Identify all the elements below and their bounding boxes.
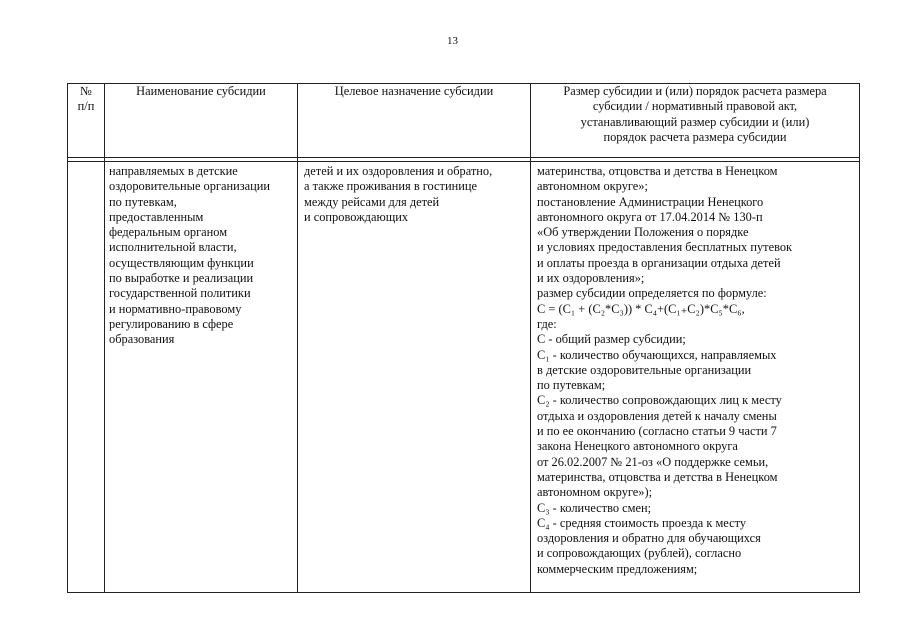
purpose-text-line: между рейсами для детей <box>304 194 440 209</box>
name-text-line: государственной политики <box>109 286 251 301</box>
size-text-line: по путевкам; <box>537 378 606 393</box>
name-text-line: направляемых в детские <box>109 164 238 178</box>
size-text-line: отдыха и оздоровления детей к началу смены <box>537 408 777 423</box>
size-text-line: и оплаты проезда в организации отдыха детей <box>537 255 781 270</box>
row-number-cell <box>68 162 105 593</box>
size-text-line: С - общий размер субсидии; <box>537 332 686 347</box>
name-text-line: федеральным органом <box>109 225 228 240</box>
header-subsidy-name-text: Наименование субсидии <box>136 84 266 98</box>
size-text-line: постановление Администрации Ненецкого <box>537 194 764 209</box>
size-text-line: С₁ - количество обучающихся, направляемых <box>537 347 777 362</box>
size-text-line: автономном округе»); <box>537 485 653 500</box>
subsidy-size-text <box>531 162 859 577</box>
name-text-line: образования <box>109 332 175 347</box>
size-text-line: С₄ - средняя стоимость проезда к месту <box>537 515 747 530</box>
name-text-line: осуществляющим функции <box>109 255 254 270</box>
size-text-line: размер субсидии определяется по формуле: <box>537 286 767 301</box>
size-text-line: и условиях предоставления бесплатных путевок <box>537 240 793 255</box>
size-text-line: коммерческим предложениям; <box>537 561 698 576</box>
name-text-line: оздоровительные организации <box>109 179 271 194</box>
size-text-line: материнства, отцовства и детства в Ненецком <box>537 164 778 178</box>
header-size-line-2: субсидии / нормативный правовой акт, <box>592 99 798 114</box>
row-name-cell <box>105 162 298 593</box>
header-purpose <box>298 84 531 158</box>
size-text-line: в детские оздоровительные организации <box>537 362 752 377</box>
header-number-line-1: № <box>80 84 92 98</box>
header-number <box>68 84 105 158</box>
purpose-text-line: и сопровождающих <box>304 209 409 224</box>
size-text-line: автономном округе»; <box>537 179 648 194</box>
name-text-line: предоставленным <box>109 209 204 224</box>
header-subsidy-name <box>105 84 298 158</box>
purpose-text-line: детей и их оздоровления и обратно, <box>304 164 493 178</box>
header-number-line-2: п/п <box>77 99 95 114</box>
name-text-line: исполнительной власти, <box>109 240 237 255</box>
header-size-line-1: Размер субсидии и (или) порядок расчета размера <box>563 84 827 98</box>
header-size-line-3: устанавливающий размер субсидии и (или) <box>580 114 810 129</box>
size-text-line: закона Ненецкого автономного округа <box>537 439 738 454</box>
table-header-row <box>68 84 860 158</box>
name-text-line: и нормативно-правовому <box>109 301 242 316</box>
header-size <box>531 84 860 158</box>
size-text-line: где: <box>537 316 557 331</box>
size-text-line: С₂ - количество сопровождающих лиц к месту <box>537 393 782 408</box>
header-purpose-text: Целевое назначение субсидии <box>334 84 494 98</box>
subsidy-purpose-text <box>298 162 530 225</box>
size-text-line: и по ее окончанию (согласно статьи 9 части 7 <box>537 424 777 439</box>
size-text-line: С = (С₁ + (С₂*С₃)) * С₄+(С₁₊С₂)*С₅*С₆, <box>537 301 745 316</box>
table-row <box>68 162 860 593</box>
purpose-text-line: а также проживания в гостинице <box>304 179 477 194</box>
size-text-line: оздоровления и обратно для обучающихся <box>537 531 761 546</box>
page-number: 13 <box>447 35 458 47</box>
header-size-line-4: порядок расчета размера субсидии <box>603 129 787 144</box>
size-text-line: материнства, отцовства и детства в Ненецком <box>537 469 778 484</box>
subsidy-name-text <box>105 162 297 348</box>
name-text-line: по выработке и реализации <box>109 271 254 286</box>
size-text-line: «Об утверждении Положения о порядке <box>537 225 749 240</box>
size-text-line: от 26.02.2007 № 21-оз «О поддержке семьи, <box>537 454 769 469</box>
size-text-line: и их оздоровления»; <box>537 271 645 286</box>
size-text-line: автономного округа от 17.04.2014 № 130-п <box>537 209 763 224</box>
subsidy-table <box>67 83 860 593</box>
row-size-cell <box>531 162 860 593</box>
name-text-line: по путевкам, <box>109 194 177 209</box>
size-text-line: С₃ - количество смен; <box>537 500 652 515</box>
size-text-line: и сопровождающих (рублей), согласно <box>537 546 742 561</box>
name-text-line: регулированию в сфере <box>109 316 234 331</box>
row-purpose-cell <box>298 162 531 593</box>
